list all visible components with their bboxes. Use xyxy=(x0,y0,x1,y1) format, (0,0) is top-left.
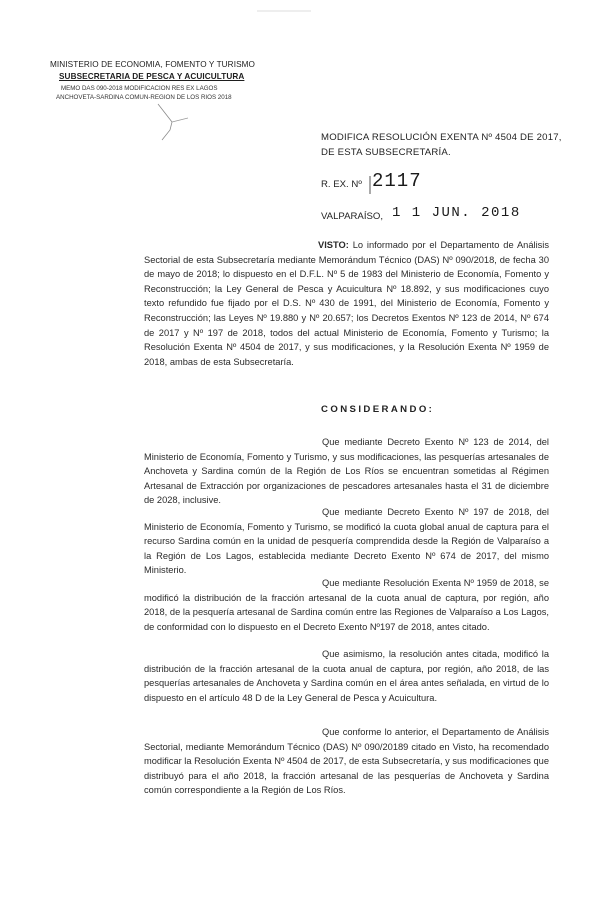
resolution-number: 2117 xyxy=(372,170,422,192)
visto-text: Lo informado por el Departamento de Análisis Sectorial de esta Subsecretaría mediante Memorándum Técnico (DAS) Nº 090/2018, de fecha 30 de mayo de 2018; lo dispuesto en el D.F.L. Nº 5 de 1983 del Ministerio de Economía, Fomento y Reconstrucción; la Ley General de Pesca y Acuicultura Nº 18.892, y sus modificaciones cuyo texto refundido fue fijado por el D.S. Nº 430 de 1991, del Ministerio de Economía, Fomento y Reconstrucción; las Leyes Nº 19.880 y Nº 20.657; los Decretos Exentos Nº 123 de 2014, Nº 674 de 2017 y Nº 197 de 2018, todos del actual Ministerio de Economía, Fomento y Turismo; la Resolución Exenta Nº 4504 de 2017, y sus modificaciones, y la Resolución Exenta Nº 1959 de 2018, ambas de esta Subsecretaría. xyxy=(144,240,549,367)
considerando-heading: CONSIDERANDO: xyxy=(321,404,435,415)
considerando-paragraph-5: Que conforme lo anterior, el Departamento de Análisis Sectorial, mediante Memorándum Técnico (DAS) Nº 090/20189 citado en Visto, ha recomendado modificar la Resolución Exenta Nº 4504 de 2017, de esta Subsecretaría, y sus modificaciones que distribuyó para el año 2018, la fracción artesanal de las pesquerías de Anchoveta y Sardina común correspondiente a la Región de Los Ríos. xyxy=(144,727,549,796)
visto-lead: VISTO: xyxy=(318,240,349,250)
title-line-2: DE ESTA SUBSECRETARÍA. xyxy=(321,147,451,158)
scan-scribble-mark xyxy=(150,100,220,145)
resolution-date: 1 1 JUN. 2018 xyxy=(392,205,521,221)
resolution-label: R. EX. Nº xyxy=(321,179,362,190)
resolution-stamp-mark xyxy=(366,174,376,196)
subsecretaria-name: SUBSECRETARIA DE PESCA Y ACUICULTURA xyxy=(59,72,245,81)
considerando-paragraph-4: Que asimismo, la resolución antes citada, modificó la distribución de la fracción artesanal de la cuota anual de captura, por región, año 2018, de las pesquerías artesanales de Anchoveta y Sardina común en el área antes señalada, en virtud de lo dispuesto en el artículo 48 D de la Ley General de Pesca y Acuicultura. xyxy=(144,649,549,703)
visto-paragraph xyxy=(144,238,549,369)
reference-line-2: ANCHOVETA-SARDINA COMUN-REGION DE LOS RIOS 2018 xyxy=(56,94,232,101)
considerando-paragraph-3: Que mediante Resolución Exenta Nº 1959 de 2018, se modificó la distribución de la fracción artesanal de la cuota anual de captura, por región, año 2018, de la pesquería artesanal de Sardina común entre las Regiones de Valparaíso a Los Lagos, de conformidad con lo dispuesto en el Decreto Exento Nº197 de 2018, antes citado. xyxy=(144,578,549,632)
ministry-name: MINISTERIO DE ECONOMIA, FOMENTO Y TURISMO xyxy=(50,60,256,69)
scan-top-mark xyxy=(255,8,315,14)
title-line-1: MODIFICA RESOLUCIÓN EXENTA Nº 4504 DE 2017, xyxy=(321,132,562,143)
considerando-paragraph-1: Que mediante Decreto Exento Nº 123 de 2014, del Ministerio de Economía, Fomento y Turismo, y sus modificaciones, las pesquerías artesanales de Anchoveta y Sardina común de la Región de Los Ríos se encuentran sometidas al Régimen Artesanal de Extracción por organizaciones de pescadores artesanales hasta el 31 de diciembre de 2028, inclusive. xyxy=(144,437,549,506)
considerando-paragraph-2: Que mediante Decreto Exento Nº 197 de 2018, del Ministerio de Economía, Fomento y Turismo, se modificó la cuota global anual de captura para el recurso Sardina común en la unidad de pesquería comprendida desde la Región de Valparaíso a la Región de Los Lagos, establecida mediante Decreto Exento Nº 674 de 2017, del mismo Ministerio. xyxy=(144,507,549,576)
reference-line-1: MEMO DAS 090-2018 MODIFICACION RES EX LAGOS xyxy=(61,85,218,92)
place-label: VALPARAÍSO, xyxy=(321,211,384,222)
